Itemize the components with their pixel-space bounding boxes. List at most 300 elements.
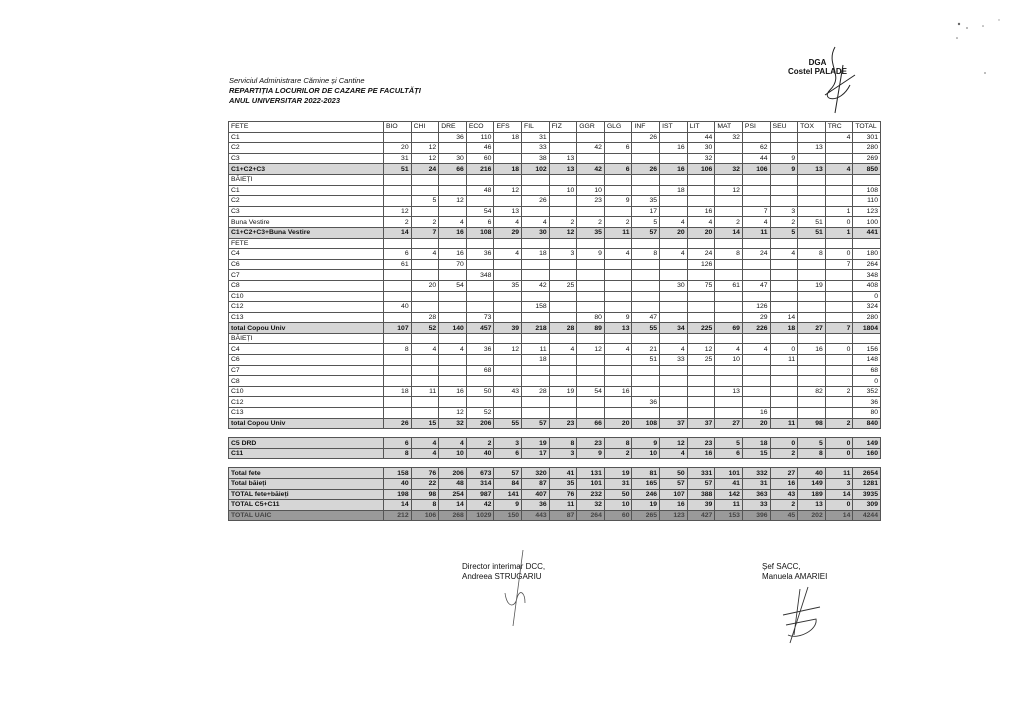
table-cell: 6 <box>384 249 412 260</box>
table-cell: 37 <box>687 418 715 429</box>
table-cell: 149 <box>853 438 881 449</box>
row-label: C2 <box>229 196 384 207</box>
table-row <box>229 164 881 175</box>
table-cell <box>632 259 660 270</box>
table-cell <box>825 143 853 154</box>
table-cell: 4 <box>660 448 688 459</box>
row-label: C7 <box>229 365 384 376</box>
row-label: C3 <box>229 153 384 164</box>
table-cell: 268 <box>439 510 467 521</box>
table-cell <box>742 386 770 397</box>
table-cell: 407 <box>522 489 550 500</box>
table-cell: 142 <box>715 489 743 500</box>
table-cell: 153 <box>715 510 743 521</box>
table-cell: 27 <box>770 468 798 479</box>
table-cell <box>439 270 467 281</box>
table-cell <box>660 408 688 419</box>
table-cell <box>522 206 550 217</box>
table-cell <box>715 333 743 344</box>
table-cell: 11 <box>411 386 439 397</box>
table-cell <box>770 259 798 270</box>
table-cell: 8 <box>798 448 826 459</box>
table-cell: 42 <box>522 280 550 291</box>
table-cell <box>687 397 715 408</box>
table-cell: 2 <box>825 418 853 429</box>
table-cell: 24 <box>742 249 770 260</box>
row-label: TOTAL fete+băieți <box>229 489 384 500</box>
table-cell: 8 <box>549 438 577 449</box>
table-cell <box>604 429 632 438</box>
table-cell <box>715 270 743 281</box>
table-row <box>229 386 881 397</box>
table-cell <box>632 153 660 164</box>
table-cell <box>715 238 743 249</box>
table-cell <box>770 302 798 313</box>
table-cell <box>604 280 632 291</box>
row-label: C1+C2+C3 <box>229 164 384 175</box>
column-header: INF <box>632 122 660 133</box>
row-label <box>229 459 384 468</box>
table-cell: 18 <box>494 164 522 175</box>
table-cell: 32 <box>687 153 715 164</box>
table-cell: 7 <box>825 259 853 270</box>
table-cell: 218 <box>522 323 550 334</box>
table-cell <box>411 365 439 376</box>
column-header: PSI <box>742 122 770 133</box>
table-cell: 51 <box>798 217 826 228</box>
table-cell: 0 <box>825 249 853 260</box>
column-header: MAT <box>715 122 743 133</box>
table-cell: 40 <box>798 468 826 479</box>
table-cell <box>770 270 798 281</box>
table-cell: 2654 <box>853 468 881 479</box>
table-cell <box>632 291 660 302</box>
table-cell <box>660 238 688 249</box>
table-cell: 17 <box>522 448 550 459</box>
table-cell: 232 <box>577 489 605 500</box>
row-label: C2 <box>229 143 384 154</box>
table-cell <box>604 291 632 302</box>
head-signature <box>778 585 823 645</box>
table-cell <box>549 355 577 366</box>
table-cell: 101 <box>715 468 743 479</box>
table-cell: 106 <box>411 510 439 521</box>
table-cell: 212 <box>384 510 412 521</box>
table-row <box>229 355 881 366</box>
table-row <box>229 438 881 449</box>
table-cell <box>632 429 660 438</box>
table-cell <box>522 270 550 281</box>
table-cell: 36 <box>853 397 881 408</box>
table-cell: 280 <box>853 312 881 323</box>
table-cell: 57 <box>687 479 715 490</box>
table-cell: 106 <box>742 164 770 175</box>
table-cell: 106 <box>687 164 715 175</box>
table-cell: 35 <box>549 479 577 490</box>
table-cell <box>577 333 605 344</box>
table-cell <box>687 291 715 302</box>
table-cell <box>494 312 522 323</box>
table-cell: 25 <box>687 355 715 366</box>
row-label: C12 <box>229 302 384 313</box>
table-cell <box>577 238 605 249</box>
table-cell <box>439 397 467 408</box>
table-cell: 5 <box>770 227 798 238</box>
table-cell: 6 <box>466 217 494 228</box>
table-cell: 2 <box>715 217 743 228</box>
table-cell: 13 <box>798 500 826 511</box>
table-cell <box>411 238 439 249</box>
table-cell <box>494 376 522 387</box>
table-cell <box>742 397 770 408</box>
table-cell <box>687 376 715 387</box>
table-cell: 33 <box>742 500 770 511</box>
table-cell: 4 <box>825 132 853 143</box>
table-cell <box>604 132 632 143</box>
table-cell: 10 <box>632 448 660 459</box>
table-cell <box>494 291 522 302</box>
row-label: C8 <box>229 376 384 387</box>
table-cell: 10 <box>549 185 577 196</box>
table-cell: 2 <box>549 217 577 228</box>
table-cell <box>798 312 826 323</box>
head-name: Manuela AMARIEI <box>762 572 828 581</box>
table-cell: 57 <box>494 468 522 479</box>
table-cell: 158 <box>522 302 550 313</box>
table-cell: 60 <box>466 153 494 164</box>
table-cell: 4 <box>770 249 798 260</box>
table-cell: 75 <box>687 280 715 291</box>
table-cell: 13 <box>604 323 632 334</box>
table-cell: 2 <box>604 217 632 228</box>
row-label: C6 <box>229 355 384 366</box>
table-cell <box>632 174 660 185</box>
table-cell: 55 <box>632 323 660 334</box>
table-cell <box>439 174 467 185</box>
table-cell: 11 <box>549 500 577 511</box>
table-cell <box>770 280 798 291</box>
table-cell <box>411 270 439 281</box>
column-header: FIZ <box>549 122 577 133</box>
table-cell: 4 <box>411 438 439 449</box>
table-cell <box>549 365 577 376</box>
table-cell <box>577 429 605 438</box>
table-cell: 441 <box>853 227 881 238</box>
table-cell: 348 <box>466 270 494 281</box>
table-cell <box>494 174 522 185</box>
table-cell <box>549 132 577 143</box>
table-row <box>229 376 881 387</box>
table-cell <box>522 376 550 387</box>
table-cell <box>715 153 743 164</box>
table-cell: 62 <box>742 143 770 154</box>
table-cell <box>604 333 632 344</box>
table-cell: 16 <box>439 249 467 260</box>
table-cell <box>632 280 660 291</box>
table-cell <box>770 196 798 207</box>
column-header: EFS <box>494 122 522 133</box>
table-cell <box>798 185 826 196</box>
table-cell: 3 <box>494 438 522 449</box>
table-cell <box>660 206 688 217</box>
table-cell: 108 <box>466 227 494 238</box>
table-cell: 4 <box>660 217 688 228</box>
column-header: LIT <box>687 122 715 133</box>
column-header: DRE <box>439 122 467 133</box>
table-cell: 4 <box>660 344 688 355</box>
table-cell: 2 <box>577 217 605 228</box>
table-cell <box>825 333 853 344</box>
table-cell: 98 <box>798 418 826 429</box>
table-cell: 16 <box>660 143 688 154</box>
table-cell: 13 <box>549 164 577 175</box>
table-cell: 16 <box>439 386 467 397</box>
table-cell <box>687 302 715 313</box>
table-cell: 43 <box>494 386 522 397</box>
table-cell: 8 <box>604 438 632 449</box>
table-cell: 363 <box>742 489 770 500</box>
table-cell <box>466 280 494 291</box>
column-header: FIL <box>522 122 550 133</box>
table-cell: 11 <box>742 227 770 238</box>
table-cell: 16 <box>798 344 826 355</box>
table-cell: 309 <box>853 500 881 511</box>
table-cell <box>604 376 632 387</box>
column-header: GGR <box>577 122 605 133</box>
table-cell: 20 <box>411 280 439 291</box>
table-cell <box>494 143 522 154</box>
table-cell <box>770 132 798 143</box>
table-cell <box>577 459 605 468</box>
table-cell <box>742 132 770 143</box>
table-cell <box>549 397 577 408</box>
table-cell: 265 <box>632 510 660 521</box>
table-row <box>229 312 881 323</box>
table-cell <box>494 270 522 281</box>
table-cell: 1 <box>825 206 853 217</box>
table-cell: 4 <box>494 249 522 260</box>
table-cell: 408 <box>853 280 881 291</box>
table-cell: 13 <box>549 153 577 164</box>
table-cell: 264 <box>577 510 605 521</box>
table-cell: 189 <box>798 489 826 500</box>
table-cell: 30 <box>660 280 688 291</box>
table-cell <box>522 408 550 419</box>
table-cell <box>770 174 798 185</box>
table-cell <box>494 333 522 344</box>
table-cell: 32 <box>439 418 467 429</box>
table-cell: 840 <box>853 418 881 429</box>
table-cell: 18 <box>384 386 412 397</box>
table-cell: 10 <box>715 355 743 366</box>
table-cell: 50 <box>466 386 494 397</box>
table-cell: 301 <box>853 132 881 143</box>
table-cell <box>494 153 522 164</box>
table-cell: 50 <box>660 468 688 479</box>
table-cell: 5 <box>411 196 439 207</box>
table-cell <box>798 365 826 376</box>
table-cell: 0 <box>825 500 853 511</box>
table-cell <box>384 270 412 281</box>
table-cell: 16 <box>742 408 770 419</box>
table-row <box>229 249 881 260</box>
table-cell <box>439 429 467 438</box>
column-header: TRC <box>825 122 853 133</box>
table-cell: 2 <box>825 386 853 397</box>
table-cell: 16 <box>604 386 632 397</box>
table-cell: 36 <box>466 249 494 260</box>
table-row <box>229 227 881 238</box>
table-cell: 12 <box>384 206 412 217</box>
table-cell: 33 <box>660 355 688 366</box>
table-cell: 11 <box>604 227 632 238</box>
table-cell: 5 <box>632 217 660 228</box>
table-cell <box>715 459 743 468</box>
table-cell: 16 <box>439 227 467 238</box>
table-cell: 16 <box>770 479 798 490</box>
table-cell: 6 <box>384 438 412 449</box>
table-cell <box>770 397 798 408</box>
table-cell: 12 <box>411 153 439 164</box>
table-row <box>229 217 881 228</box>
table-cell: 26 <box>632 132 660 143</box>
table-cell <box>577 291 605 302</box>
table-cell <box>549 196 577 207</box>
table-cell: 66 <box>577 418 605 429</box>
table-cell <box>742 259 770 270</box>
table-cell: 0 <box>770 344 798 355</box>
table-cell <box>466 355 494 366</box>
table-cell <box>798 174 826 185</box>
row-label <box>229 429 384 438</box>
table-cell <box>604 153 632 164</box>
table-cell <box>660 376 688 387</box>
table-cell: 68 <box>466 365 494 376</box>
table-cell <box>715 397 743 408</box>
table-cell: 12 <box>494 185 522 196</box>
table-cell: 7 <box>411 227 439 238</box>
table-cell: 10 <box>604 500 632 511</box>
table-cell <box>384 312 412 323</box>
table-cell: 3 <box>549 448 577 459</box>
table-cell <box>384 355 412 366</box>
table-cell: 60 <box>604 510 632 521</box>
table-cell: 1029 <box>466 510 494 521</box>
row-label: TOTAL C5+C11 <box>229 500 384 511</box>
table-cell: 0 <box>825 438 853 449</box>
table-cell <box>549 143 577 154</box>
table-cell <box>411 429 439 438</box>
table-cell <box>466 196 494 207</box>
table-cell: 19 <box>604 468 632 479</box>
table-cell <box>742 291 770 302</box>
document-title: REPARTIȚIA LOCURILOR DE CAZARE PE FACULTĂȚI <box>229 86 421 95</box>
table-cell <box>411 408 439 419</box>
table-cell <box>742 365 770 376</box>
table-cell: 12 <box>439 196 467 207</box>
table-cell: 314 <box>466 479 494 490</box>
table-cell: 264 <box>853 259 881 270</box>
table-cell: 6 <box>604 164 632 175</box>
table-cell: 19 <box>522 438 550 449</box>
table-cell: 40 <box>466 448 494 459</box>
table-cell: 51 <box>798 227 826 238</box>
table-cell <box>825 302 853 313</box>
table-cell: 35 <box>494 280 522 291</box>
table-cell: 80 <box>577 312 605 323</box>
table-cell <box>384 397 412 408</box>
scan-specks <box>955 18 1015 78</box>
table-cell <box>384 185 412 196</box>
table-cell: 198 <box>384 489 412 500</box>
table-cell: 29 <box>494 227 522 238</box>
table-cell: 29 <box>742 312 770 323</box>
table-cell: 100 <box>853 217 881 228</box>
row-label: C10 <box>229 291 384 302</box>
table-cell: 123 <box>853 206 881 217</box>
table-cell: 48 <box>466 185 494 196</box>
table-cell: 54 <box>439 280 467 291</box>
table-cell: 19 <box>549 386 577 397</box>
table-row <box>229 459 881 468</box>
table-row <box>229 489 881 500</box>
table-cell <box>742 270 770 281</box>
table-cell <box>660 386 688 397</box>
table-cell: 18 <box>494 132 522 143</box>
table-cell: 131 <box>577 468 605 479</box>
table-cell: 40 <box>384 302 412 313</box>
table-cell: 54 <box>466 206 494 217</box>
table-cell: 16 <box>687 206 715 217</box>
table-cell: 39 <box>687 500 715 511</box>
table-cell <box>687 365 715 376</box>
table-cell: 0 <box>825 344 853 355</box>
table-cell: 16 <box>660 500 688 511</box>
column-header: ECO <box>466 122 494 133</box>
table-cell <box>604 238 632 249</box>
table-cell <box>494 238 522 249</box>
row-label: FETE <box>229 238 384 249</box>
table-cell <box>549 238 577 249</box>
table-cell <box>715 302 743 313</box>
table-cell <box>798 291 826 302</box>
table-cell <box>466 376 494 387</box>
table-cell <box>715 143 743 154</box>
table-cell: 17 <box>632 206 660 217</box>
column-header-group: FETE <box>229 122 384 133</box>
table-cell: 4 <box>742 217 770 228</box>
table-cell: 13 <box>798 143 826 154</box>
table-cell <box>825 429 853 438</box>
table-cell <box>522 397 550 408</box>
table-cell: 4 <box>411 448 439 459</box>
table-row <box>229 280 881 291</box>
table-cell: 43 <box>770 489 798 500</box>
table-cell: 8 <box>715 249 743 260</box>
table-cell: 40 <box>384 479 412 490</box>
table-cell: 10 <box>577 185 605 196</box>
table-cell: 18 <box>522 355 550 366</box>
table-cell: 101 <box>577 479 605 490</box>
table-cell <box>577 153 605 164</box>
table-cell <box>825 270 853 281</box>
table-cell: 20 <box>660 227 688 238</box>
table-cell <box>577 397 605 408</box>
table-row <box>229 510 881 521</box>
table-cell: 41 <box>715 479 743 490</box>
table-cell: 12 <box>715 185 743 196</box>
table-cell: 87 <box>522 479 550 490</box>
